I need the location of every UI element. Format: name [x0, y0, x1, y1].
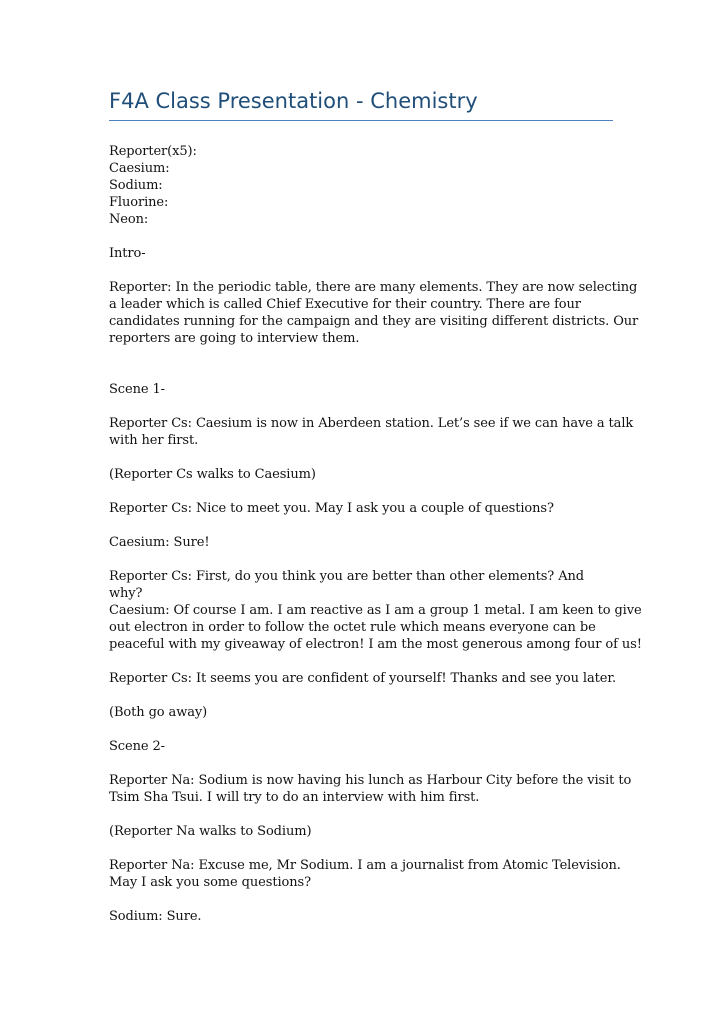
scene1-dialogue — [109, 415, 634, 449]
cast-sodium: Sodium: — [109, 178, 163, 193]
dialogue-line: Tsim Sha Tsui. I will try to do an interview with him first. — [109, 790, 480, 805]
scene2-dialogue: Sodium: Sure. — [109, 909, 202, 924]
document-title: F4A Class Presentation - Chemistry — [109, 89, 478, 113]
cast-neon: Neon: — [109, 212, 149, 227]
dialogue-line: Reporter Cs: Caesium is now in Aberdeen station. Let’s see if we can have a talk — [109, 416, 634, 431]
intro-line: reporters are going to interview them. — [109, 331, 360, 346]
scene1-heading: Scene 1- — [109, 382, 165, 397]
scene2-dialogue — [109, 772, 632, 806]
intro-line: a leader which is called Chief Executive for their country. There are four — [109, 297, 581, 312]
title-underline — [109, 120, 613, 121]
cast-fluorine: Fluorine: — [109, 195, 169, 210]
dialogue-line: Reporter Na: Sodium is now having his lunch as Harbour City before the visit to — [109, 773, 632, 788]
intro-line: candidates running for the campaign and they are visiting different districts. Our — [109, 314, 639, 329]
scene1-dialogue: Reporter Cs: First, do you think you are better than other elements? And why? — [109, 569, 584, 601]
scene1-dialogue: Reporter Cs: It seems you are confident of yourself! Thanks and see you later. — [109, 671, 617, 686]
dialogue-line: May I ask you some questions? — [109, 875, 311, 890]
cast-list — [109, 143, 617, 228]
dialogue-line: out electron in order to follow the octet rule which means everyone can be — [109, 620, 596, 635]
dialogue-line: Caesium: Of course I am. I am reactive as I am a group 1 metal. I am keen to give — [109, 603, 642, 618]
dialogue-line: Reporter Na: Excuse me, Mr Sodium. I am a journalist from Atomic Television. — [109, 858, 621, 873]
cast-reporter: Reporter(x5): — [109, 144, 197, 159]
scene1-dialogue — [109, 602, 642, 653]
intro-line: Reporter: In the periodic table, there are many elements. They are now selecting — [109, 280, 638, 295]
dialogue-line: peaceful with my giveaway of electron! I am the most generous among four of us! — [109, 637, 642, 652]
intro-paragraph — [109, 279, 639, 347]
dialogue-line: with her first. — [109, 433, 199, 448]
cast-caesium: Caesium: — [109, 161, 170, 176]
intro-heading: Intro- — [109, 246, 146, 261]
scene1-dialogue: Reporter Cs: Nice to meet you. May I ask you a couple of questions? — [109, 501, 554, 516]
scene2-dialogue — [109, 857, 621, 891]
scene2-heading: Scene 2- — [109, 739, 165, 754]
stage-direction: (Both go away) — [109, 705, 208, 720]
stage-direction: (Reporter Cs walks to Caesium) — [109, 467, 316, 482]
scene1-dialogue: Caesium: Sure! — [109, 535, 210, 550]
stage-direction: (Reporter Na walks to Sodium) — [109, 824, 312, 839]
